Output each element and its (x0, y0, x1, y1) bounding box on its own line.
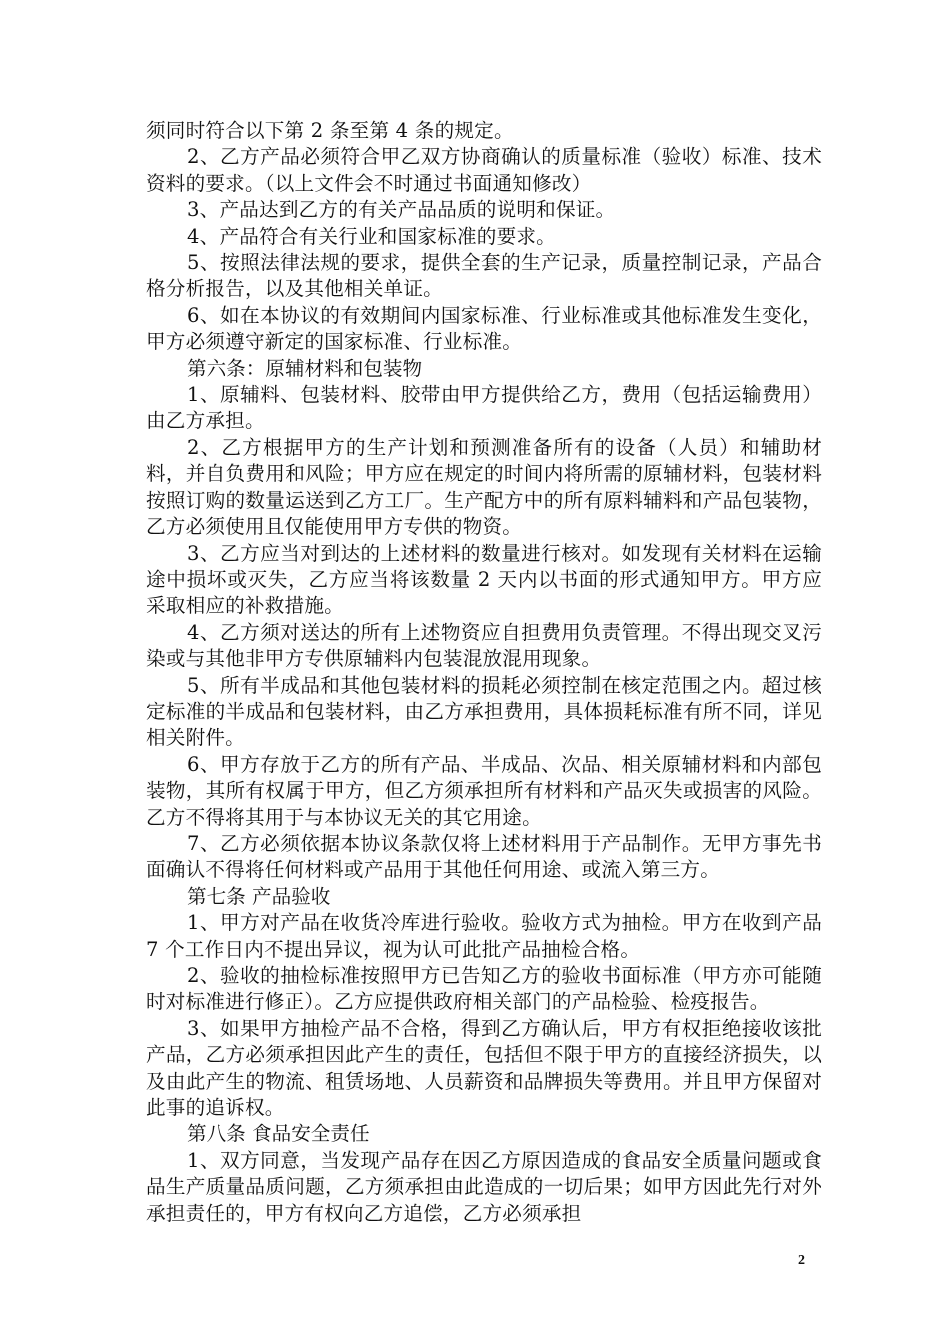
paragraph: 3、产品达到乙方的有关产品品质的说明和保证。 (187, 198, 616, 222)
section-heading: 第六条：原辅材料和包装物 (187, 356, 423, 380)
section-heading: 第八条 食品安全责任 (187, 1122, 370, 1146)
page-number: 2 (798, 1253, 805, 1268)
paragraph: 3、乙方应当对到达的上述材料的数量进行核对。如发现有关材料在运输途中损坏或灭失，乙方应当将该数量 2 天内以书面的形式通知甲方。甲方应采取相应的补救措施。 (146, 541, 822, 618)
paragraph: 4、乙方须对送达的所有上述物资应自担费用负责管理。不得出现交叉污染或与其他非甲方专供原辅料内包装混放混用现象。 (146, 620, 822, 671)
paragraph: 1、双方同意，当发现产品存在因乙方原因造成的食品安全质量问题或食品生产质量品质问题，乙方须承担由此造成的一切后果；如甲方因此先行对外承担责任的，甲方有权向乙方追偿，乙方必须承担 (146, 1148, 822, 1225)
paragraph: 须同时符合以下第 2 条至第 4 条的规定。 (146, 119, 514, 142)
paragraph: 6、如在本协议的有效期间内国家标准、行业标准或其他标准发生变化，甲方必须遵守新定的国家标准、行业标准。 (146, 303, 822, 354)
paragraph: 4、产品符合有关行业和国家标准的要求。 (187, 224, 556, 248)
paragraph: 7、乙方必须依据本协议条款仅将上述材料用于产品制作。无甲方事先书面确认不得将任何材料或产品用于其他任何用途、或流入第三方。 (146, 831, 822, 882)
paragraph: 1、甲方对产品在收货冷库进行验收。验收方式为抽检。甲方在收到产品 7 个工作日内不提出异议，视为认可此批产品抽检合格。 (146, 911, 822, 961)
section-heading: 第七条 产品验收 (187, 884, 331, 908)
paragraph: 6、甲方存放于乙方的所有产品、半成品、次品、相关原辅材料和内部包装物，其所有权属于甲方，但乙方须承担所有材料和产品灭失或损害的风险。乙方不得将其用于与本协议无关的其它用途。 (146, 752, 822, 829)
paragraph: 3、如果甲方抽检产品不合格，得到乙方确认后，甲方有权拒绝接收该批产品，乙方必须承担因此产生的责任，包括但不限于甲方的直接经济损失，以及由此产生的物流、租赁场地、人员薪资和品牌损失等费用。并且甲方保留对此事的追诉权。 (146, 1016, 822, 1120)
paragraph: 2、验收的抽检标准按照甲方已告知乙方的验收书面标准（甲方亦可能随时对标准进行修正）。乙方应提供政府相关部门的产品检验、检疫报告。 (146, 964, 822, 1014)
paragraph: 2、乙方根据甲方的生产计划和预测准备所有的设备（人员）和辅助材料，并自负费用和风险；甲方应在规定的时间内将所需的原辅材料，包装材料按照订购的数量运送到乙方工厂。生产配方中的所有原料辅料和产品包装物，乙方必须使用且仅能使用甲方专供的物资。 (146, 435, 822, 539)
paragraph: 1、原辅料、包装材料、胶带由甲方提供给乙方，费用（包括运输费用）由乙方承担。 (146, 383, 822, 433)
paragraph: 5、按照法律法规的要求，提供全套的生产记录，质量控制记录，产品合格分析报告，以及其他相关单证。 (146, 251, 822, 301)
paragraph: 5、所有半成品和其他包装材料的损耗必须控制在核定范围之内。超过核定标准的半成品和包装材料，由乙方承担费用，具体损耗标准有所不同，详见相关附件。 (146, 673, 822, 750)
paragraph: 2、乙方产品必须符合甲乙双方协商确认的质量标准（验收）标准、技术资料的要求。（以上文件会不时通过书面通知修改） (146, 145, 822, 195)
document-body (146, 118, 822, 1227)
